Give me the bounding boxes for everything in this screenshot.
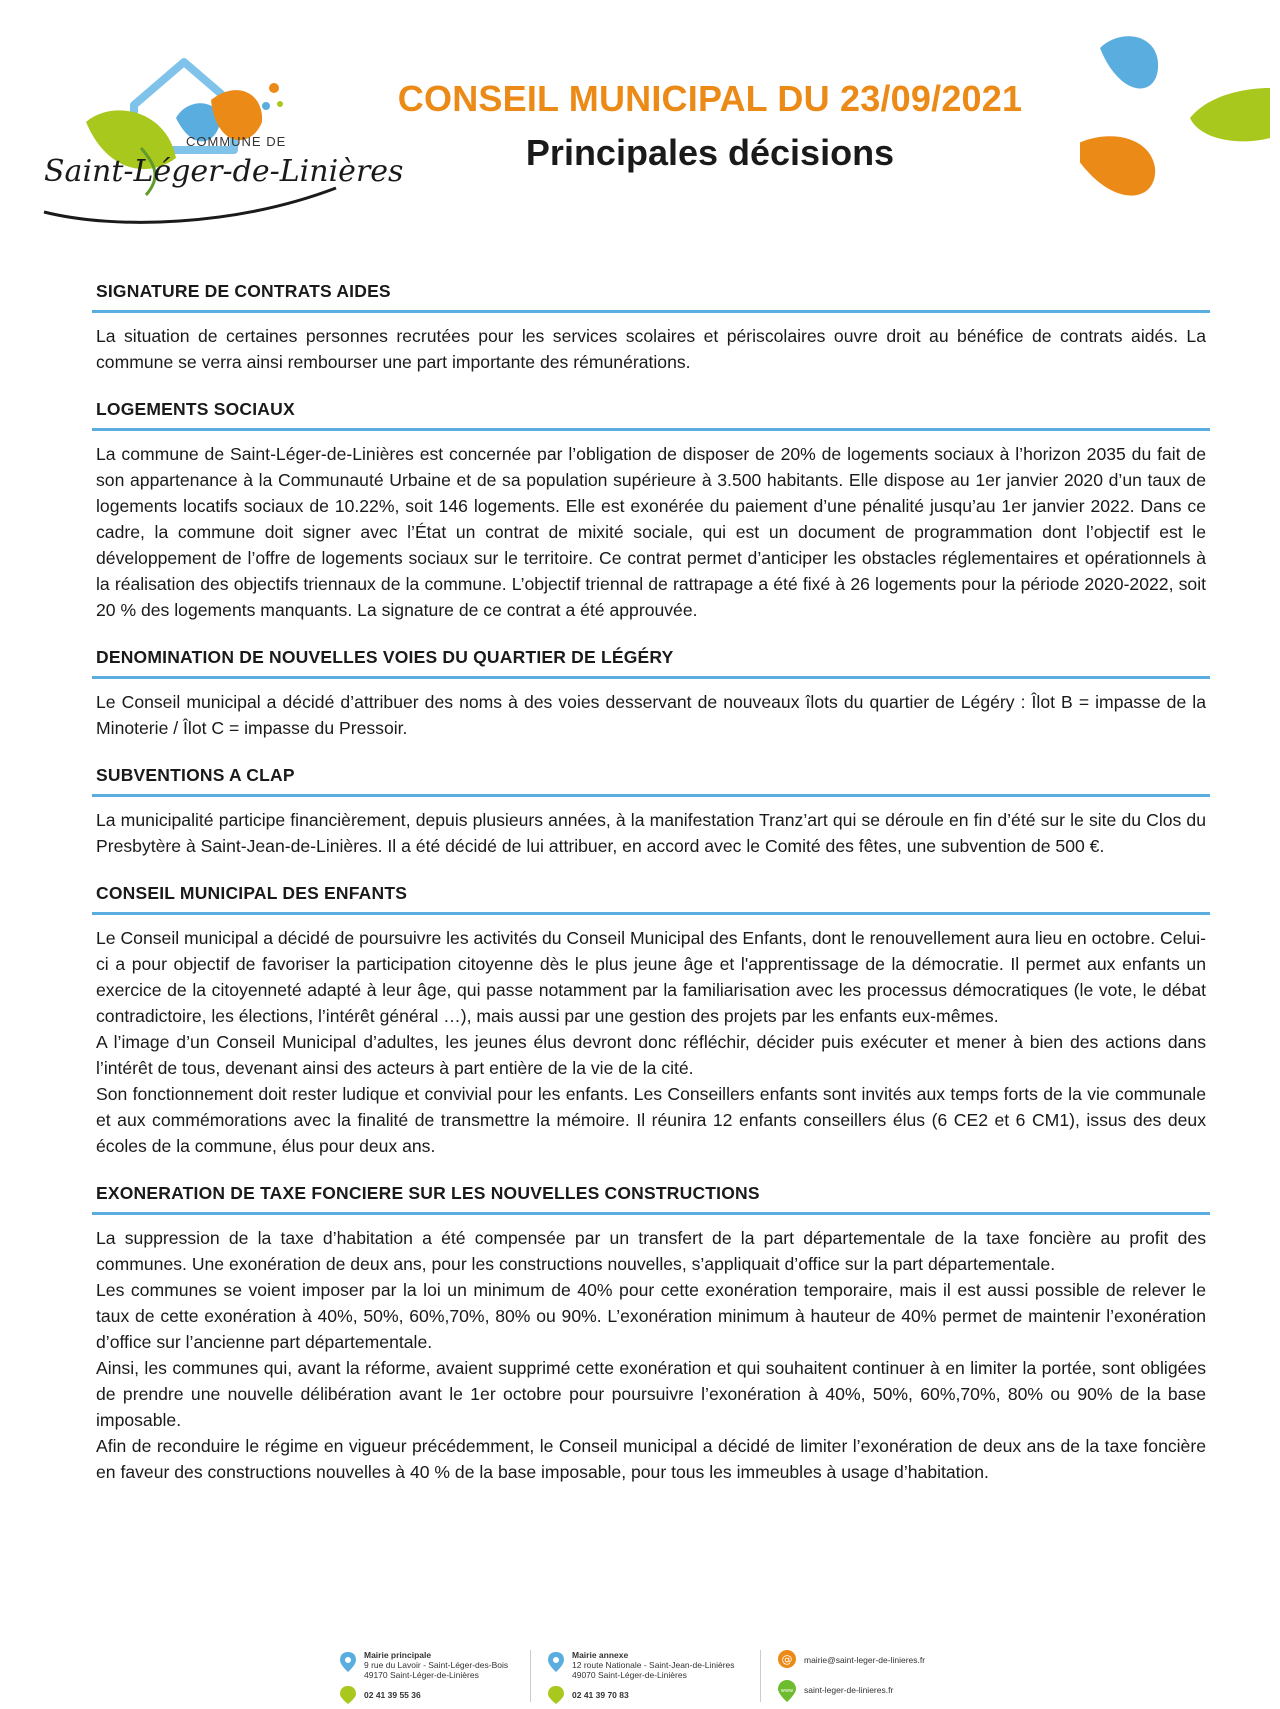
section-title: DENOMINATION DE NOUVELLES VOIES DU QUARTIER DE LÉGÉRY <box>92 641 1210 679</box>
section-title: EXONERATION DE TAXE FONCIERE SUR LES NOUVELLES CONSTRUCTIONS <box>92 1177 1210 1215</box>
section-conseil-enfants <box>92 877 1210 1159</box>
phone-icon <box>340 1686 356 1709</box>
section-body <box>92 431 1210 623</box>
paragraph: A l’image d’un Conseil Municipal d’adultes, les jeunes élus devront donc réfléchir, décider puis exécuter et mener à bien des actions dans l’intérêt de tous, devenant ainsi des acteurs à part entière de la vie de la cité. <box>96 1032 1206 1078</box>
decisions-content <box>92 275 1210 1503</box>
svg-text:www: www <box>780 1688 794 1694</box>
map-pin-icon <box>340 1652 356 1677</box>
map-pin-icon <box>548 1652 564 1677</box>
website-link[interactable]: saint-leger-de-linieres.fr <box>804 1685 894 1695</box>
paragraph: Ainsi, les communes qui, avant la réforme, avaient supprimé cette exonération et qui souhaitent continuer à en limiter la portée, sont obligées de prendre une nouvelle délibération avant le 1er octobre pour poursuivre l’exonération à 40%, 50%, 60%,70%, 80% ou 90% de la base imposable. <box>96 1358 1206 1430</box>
section-body <box>92 313 1210 375</box>
section-title: SUBVENTIONS A CLAP <box>92 759 1210 797</box>
footer-divider <box>530 1650 531 1702</box>
paragraph: Le Conseil municipal a décidé de poursuivre les activités du Conseil Municipal des Enfants, dont le renouvellement aura lieu en octobre. Celui-ci a pour objectif de favoriser la participation citoyenne dès le plus jeune âge et l'apprentissage de la démocratie. Il permet aux enfants un exercice de la citoyenneté adapté à leur âge, qui passe notamment par la familiarisation avec les processus démocratiques (le vote, le débat contradictoire, les élections, l’intérêt général …), mais aussi par une gestion des projets par les enfants eux-mêmes. <box>96 928 1207 1026</box>
section-exoneration-taxe <box>92 1177 1210 1485</box>
paragraph: Son fonctionnement doit rester ludique et convivial pour les enfants. Les Conseillers enfants sont invités aux temps forts de la vie communale et aux commémorations avec la finalité de transmettre la mémoire. Il réunira 12 enfants conseillers élus (6 CE2 et 6 CM1), issus des deux écoles de la commune, élus pour deux ans. <box>96 1084 1206 1156</box>
mairie-annexe-phone[interactable]: 02 41 39 70 83 <box>572 1690 629 1700</box>
paragraph: Le Conseil municipal a décidé d’attribuer des noms à des voies desservant de nouveaux îlots du quartier de Légéry : Îlot B = impasse de la Minoterie / Îlot C = impasse du Pressoir. <box>96 692 1206 738</box>
paragraph: La situation de certaines personnes recrutées pour les services scolaires et périscolaires ouvre droit au bénéfice de contrats aidés. La commune se verra ainsi rembourser une part importante des rémunérations. <box>96 326 1206 372</box>
mairie-principale-address: 9 rue du Lavoir - Saint-Léger-des-Bois <box>364 1660 509 1670</box>
section-contrats-aides <box>92 275 1210 375</box>
decorative-drops <box>1080 28 1270 228</box>
section-title: LOGEMENTS SOCIAUX <box>92 393 1210 431</box>
footer-contacts <box>330 1650 950 1705</box>
svg-text:@: @ <box>781 1653 793 1666</box>
section-subventions-clap <box>92 759 1210 859</box>
mairie-annexe <box>572 1650 735 1680</box>
page-title: CONSEIL MUNICIPAL DU 23/09/2021 <box>397 78 1023 119</box>
commune-logo <box>36 30 404 245</box>
mairie-principale-title: Mairie principale <box>364 1650 432 1660</box>
section-title: SIGNATURE DE CONTRATS AIDES <box>92 275 1210 313</box>
section-body <box>92 915 1210 1159</box>
mairie-annexe-city: 49070 Saint-Léger-de-Linières <box>572 1670 687 1680</box>
mairie-principale <box>364 1650 508 1680</box>
web-icon <box>778 1680 796 1707</box>
email-icon <box>778 1650 796 1673</box>
paragraph: Les communes se voient imposer par la loi un minimum de 40% pour cette exonération temporaire, mais il est aussi possible de relever le taux de cette exonération à 40%, 50%, 60%,70%, 80% ou 90%. L’exonération minimum à hauteur de 40% permet de maintenir l’exonération d’office sur l’ancienne part départementale. <box>96 1280 1206 1352</box>
paragraph: La commune de Saint-Léger-de-Linières est concernée par l’obligation de disposer de 20% de logements sociaux à l’horizon 2035 du fait de son appartenance à la Communauté Urbaine et de sa population supérieure à 3.500 habitants. Elle dispose au 1er janvier 2020 d’un taux de logements locatifs sociaux de 10.22%, soit 146 logements. Elle est exonérée du paiement d’une pénalité jusqu’au 1er janvier 2022. Dans ce cadre, la commune doit signer avec l’État un contrat de mixité sociale, qui est un document de programmation dont l’objectif est le développement de l’offre de logements sociaux sur le territoire. Ce contrat permet d’anticiper les obstacles réglementaires et opérationnels à la réalisation des objectifs triennaux de la commune. L’objectif triennal de rattrapage a été fixé à 26 logements pour la période 2020-2022, soit 20 % des logements manquants. La signature de ce contrat a été approuvée. <box>96 444 1206 620</box>
section-logements-sociaux <box>92 393 1210 623</box>
section-body <box>92 1215 1210 1485</box>
mairie-principale-city: 49170 Saint-Léger-de-Linières <box>364 1670 479 1680</box>
paragraph: Afin de reconduire le régime en vigueur précédemment, le Conseil municipal a décidé de limiter l’exonération de deux ans de la taxe foncière en faveur des constructions nouvelles à 40 % de la base imposable, pour tous les immeubles à usage d’habitation. <box>96 1436 1206 1482</box>
mairie-annexe-title: Mairie annexe <box>572 1650 629 1660</box>
section-body <box>92 797 1210 859</box>
section-denomination-voies <box>92 641 1210 741</box>
mairie-annexe-address: 12 route Nationale - Saint-Jean-de-Linières <box>572 1660 735 1670</box>
mairie-principale-phone[interactable]: 02 41 39 55 36 <box>364 1690 421 1700</box>
paragraph: La municipalité participe financièrement, depuis plusieurs années, à la manifestation Tranz’art qui se déroule en fin d’été sur le site du Clos du Presbytère à Saint-Jean-de-Linières. Il a été décidé de lui attribuer, en accord avec le Comité des fêtes, une subvention de 500 €. <box>96 810 1206 856</box>
paragraph: La suppression de la taxe d’habitation a été compensée par un transfert de la part départementale de la taxe foncière au profit des communes. Une exonération de deux ans, pour les constructions nouvelles, s’appliquait d’office sur la part départementale. <box>96 1228 1206 1274</box>
section-title: CONSEIL MUNICIPAL DES ENFANTS <box>92 877 1210 915</box>
section-body <box>92 679 1210 741</box>
phone-icon <box>548 1686 564 1709</box>
footer-divider <box>760 1650 761 1702</box>
logo-text-main: Saint-Léger-de-Linières <box>44 154 404 189</box>
page-subtitle: Principales décisions <box>525 132 895 173</box>
logo-text-top: COMMUNE DE <box>186 134 287 149</box>
email-link[interactable]: mairie@saint-leger-de-linieres.fr <box>804 1655 926 1665</box>
